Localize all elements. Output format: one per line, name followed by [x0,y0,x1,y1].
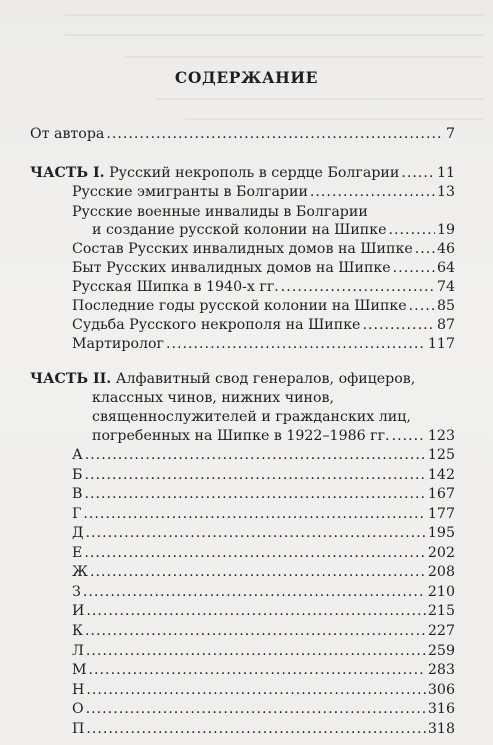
leader-dots [85,622,426,640]
toc-part-title [30,164,399,182]
toc-entry-page: 318 [427,720,455,737]
toc-entry-page: 215 [427,603,455,620]
toc-letter: Д [72,525,84,542]
toc-entry-page: 177 [427,505,455,522]
toc-entry-page: 167 [427,486,455,503]
toc-entry-page: 142 [427,466,455,483]
toc-entry-page: 316 [427,701,455,718]
toc-entry-page: 19 [436,222,455,238]
toc-entry[interactable] [72,259,455,277]
toc-letter: В [72,486,83,503]
toc-entry-page: 13 [436,184,455,200]
toc-entry-title: и создание русской колонии на Шипке [92,222,387,238]
toc-entry-page: 64 [436,260,455,276]
toc-letter-entry[interactable] [72,505,455,523]
leader-dots [401,164,435,182]
toc-letter-entry[interactable] [72,622,455,640]
toc-part-name: Алфавитный свод генералов, офицеров, [115,371,416,387]
toc-entry-title: Мартиролог [72,336,164,352]
toc-entry-page: 125 [427,447,455,463]
toc-part-label: ЧАСТЬ II. [30,371,112,387]
toc-entry-intro[interactable] [30,125,455,143]
toc-letter-entry[interactable] [72,602,455,620]
leader-dots [389,221,435,239]
leader-dots [86,524,426,542]
toc-letter: А [72,447,83,463]
leader-dots [310,183,435,201]
leader-dots [90,563,426,581]
toc-entry-page: 74 [436,279,455,295]
toc-heading: СОДЕРЖАНИЕ [174,68,319,87]
toc-letter-entry[interactable] [72,583,455,601]
leader-dots [89,661,426,679]
toc-letter-entry[interactable] [72,466,455,484]
toc-entry[interactable] [72,183,455,201]
leader-dots [393,259,435,277]
toc-letter-entry[interactable] [72,661,455,679]
toc-letter: К [72,623,83,639]
leader-dots [84,485,425,503]
toc-entry-page: 123 [427,428,455,444]
leader-dots [106,125,444,143]
leader-dots [166,335,426,353]
leader-dots [83,505,426,523]
leader-dots [86,700,426,718]
toc-entry-title: погребенных на Шипке в 1922–1986 гг. [92,428,390,444]
toc-entry[interactable] [72,335,455,353]
toc-letter: Е [72,544,83,561]
toc-letter: Ж [72,564,88,581]
toc-letter-entry[interactable] [72,700,455,718]
toc-entry-title: От автора [30,126,105,142]
leader-dots [392,427,426,445]
toc-entry[interactable] [72,297,455,315]
toc-entry-page: 259 [427,642,455,659]
toc-entry-title: Русские эмигранты в Болгарии [72,184,308,200]
toc-letter-entry[interactable] [72,681,455,699]
toc-letter: М [72,662,87,678]
toc-letter-entry[interactable] [72,563,455,581]
toc-part-2-title-line[interactable]: священнослужителей и гражданских лиц, [92,409,411,425]
toc-letter-entry[interactable] [72,446,455,464]
toc-entry-page: 46 [436,241,455,257]
leader-dots [362,316,434,334]
toc-letter: Н [72,681,85,698]
leader-dots [86,642,426,660]
leader-dots [86,681,426,699]
toc-entry-page: 195 [427,525,455,542]
toc-letter: З [72,583,81,600]
toc-letter: Г [72,505,82,522]
toc-letter: П [72,720,85,737]
toc-entry-page: 202 [427,544,455,561]
toc-letter-entry[interactable] [72,485,455,503]
toc-entry-title: Состав Русских инвалидных домов на Шипке [72,241,413,257]
toc-entry-page: 283 [427,662,455,678]
toc-letter: Б [72,466,83,483]
toc-letter-entry[interactable] [72,544,455,562]
toc-entry-title: Русская Шипка в 1940-х гг. [72,279,279,295]
leader-dots [85,446,426,464]
toc-entry-page: 7 [445,126,455,142]
toc-letter-entry[interactable] [72,642,455,660]
toc-entry-page: 306 [427,681,455,698]
toc-letter: О [72,701,84,718]
toc-entry[interactable] [72,278,455,296]
leader-dots [84,466,425,484]
toc-letter-entry[interactable] [72,720,455,738]
leader-dots [415,240,435,258]
toc-entry-title: Быт Русских инвалидных домов на Шипке [72,260,391,276]
leader-dots [84,544,426,562]
toc-letter-entry[interactable] [72,524,455,542]
toc-entry-page: 87 [436,317,455,333]
toc-entry-page: 11 [436,165,455,181]
leader-dots [83,583,426,601]
toc-entry-page: 117 [427,336,455,352]
toc-entry-title-line[interactable]: Русские военные инвалиды в Болгарии [72,204,368,220]
toc-entry[interactable] [72,316,455,334]
toc-entry[interactable] [92,221,455,239]
toc-part-label: ЧАСТЬ I. [30,165,105,181]
leader-dots [281,278,435,296]
toc-entry[interactable] [72,240,455,258]
toc-entry-title: Судьба Русского некрополя на Шипке [72,317,361,333]
toc-entry-page: 210 [427,583,455,600]
toc-part-2-title-line[interactable]: классных чинов, нижних чинов, [92,390,335,406]
leader-dots [86,720,426,738]
toc-part-2-title-line[interactable] [30,370,415,388]
toc-part-2[interactable] [92,427,455,445]
toc-letter: Л [72,642,84,659]
leader-dots [409,297,435,315]
toc-part-name: Русский некрополь в сердце Болгарии [109,165,400,181]
toc-entry-title: Последние годы русской колонии на Шипке [72,298,407,314]
leader-dots [86,602,426,620]
toc-letter: И [72,603,85,620]
toc-part-1[interactable] [30,164,455,182]
toc-entry-page: 85 [436,298,455,314]
toc-entry-page: 227 [427,623,455,639]
toc-entry-page: 208 [427,564,455,581]
